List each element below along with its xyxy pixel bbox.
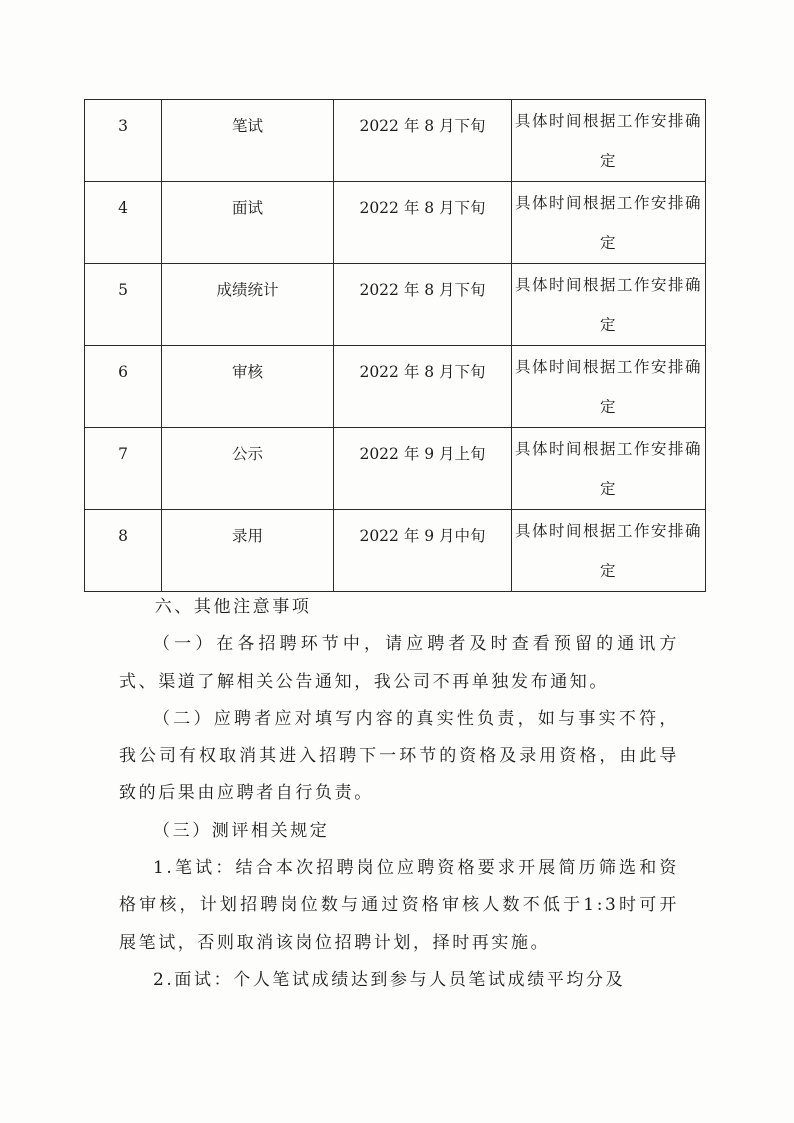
time-cell: 2022 年 8 月下旬: [334, 182, 512, 264]
time-cell: 2022 年 8 月下旬: [334, 100, 512, 182]
recruitment-schedule-table: [84, 99, 706, 592]
note-cell: 具体时间根据工作安排确定: [512, 182, 706, 264]
seq-cell: 5: [85, 264, 162, 346]
time-cell: 2022 年 8 月下旬: [334, 346, 512, 428]
note-cell: 具体时间根据工作安排确定: [512, 264, 706, 346]
paragraph: 2.面试：个人笔试成绩达到参与人员笔试成绩平均分及: [153, 969, 626, 990]
table-row: [85, 182, 706, 264]
seq-cell: 7: [85, 428, 162, 510]
item-cell: 公示: [162, 428, 334, 510]
item-cell: 录用: [162, 510, 334, 592]
section-heading: 六、其他注意事项: [154, 597, 312, 617]
seq-cell: 4: [85, 182, 162, 264]
note-cell: 具体时间根据工作安排确定: [512, 346, 706, 428]
seq-cell: 3: [85, 100, 162, 182]
note-cell: 具体时间根据工作安排确定: [512, 510, 706, 592]
time-cell: 2022 年 8 月下旬: [334, 264, 512, 346]
seq-cell: 6: [85, 346, 162, 428]
paragraph: 1.笔试：结合本次招聘岗位应聘资格要求开展简历筛选和资格审核，计划招聘岗位数与通过资格审核人数不低于1:3时可开展笔试，否则取消该岗位招聘计划，择时再实施。: [119, 858, 679, 953]
paragraph: （二）应聘者应对填写内容的真实性负责，如与事实不符，我公司有权取消其进入招聘下一环节的资格及录用资格，由此导致的后果由应聘者自行负责。: [119, 708, 679, 804]
table-row: [85, 264, 706, 346]
note-cell: 具体时间根据工作安排确定: [512, 100, 706, 182]
table-row: [85, 510, 706, 592]
item-cell: 笔试: [162, 100, 334, 182]
time-cell: 2022 年 9 月上旬: [334, 428, 512, 510]
paragraph: （一）在各招聘环节中，请应聘者及时查看预留的通讯方式、渠道了解相关公告通知，我公司不再单独发布通知。: [119, 634, 679, 692]
item-cell: 审核: [162, 346, 334, 428]
item-cell: 面试: [162, 182, 334, 264]
table-row: [85, 428, 706, 510]
note-cell: 具体时间根据工作安排确定: [512, 428, 706, 510]
paragraph: （三）测评相关规定: [153, 820, 330, 841]
item-cell: 成绩统计: [162, 264, 334, 346]
time-cell: 2022 年 9 月中旬: [334, 510, 512, 592]
table-row: [85, 346, 706, 428]
table-row: [85, 100, 706, 182]
notes-section: [119, 589, 679, 999]
seq-cell: 8: [85, 510, 162, 592]
